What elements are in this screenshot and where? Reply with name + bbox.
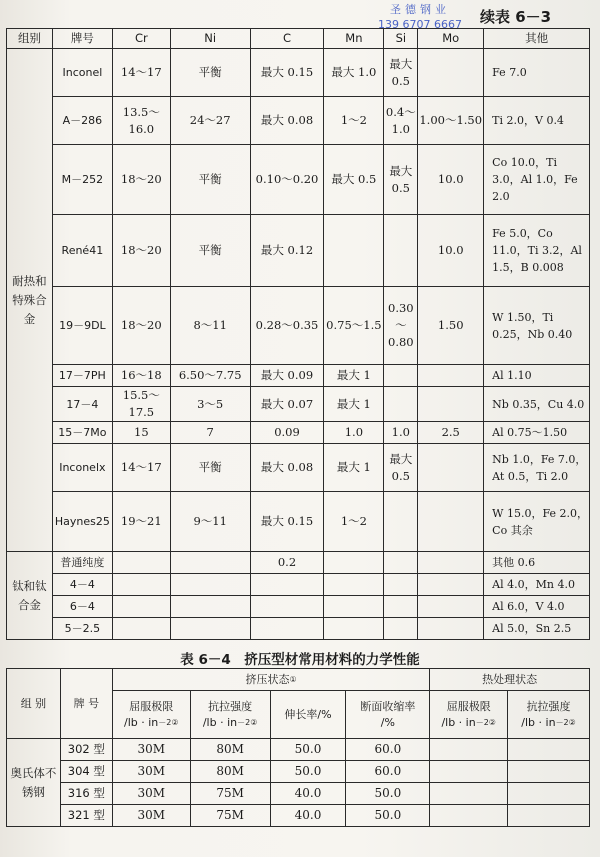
ht-yield-unit-sup: －2② [475,717,496,727]
continued-table-title: 续表 6－3 [480,8,552,26]
cell-other: Fe 7.0 [484,49,590,97]
cell-si [384,492,418,552]
tensile-unit-sup: －2② [237,717,258,727]
cell-si [384,387,418,422]
cell-cr: 18～20 [112,215,170,287]
cell-mn: 1.0 [324,422,384,444]
table1-header-cell: Mn [324,29,384,49]
cell-mo [418,574,484,596]
table1-row [7,422,590,444]
alloy-composition-table [6,28,590,640]
table1-header-cell: Mo [418,29,484,49]
group-name-cell: 钛和钛合金 [7,552,53,640]
cell-grade: M－252 [52,145,112,215]
cell-mo: 1.00～1.50 [418,97,484,145]
ht-yield-label: 屈服极限 [446,699,491,713]
cell-c: 0.28～0.35 [250,287,324,365]
cell-mo [418,49,484,97]
cell-ni: 9～11 [170,492,250,552]
cell-other: Co 10.0，Ti 3.0，Al 1.0，Fe 2.0 [484,145,590,215]
area-label: 断面收缩率 [360,699,416,713]
cell-ht-yield [430,783,508,805]
watermark-phone: 139 6707 6667 [378,18,462,31]
cell-tensile: 75M [190,805,270,827]
table1-header-cell: 其他 [484,29,590,49]
cell-mn: 最大 1.0 [324,49,384,97]
cell-si [384,552,418,574]
cell-yield: 30M [112,805,190,827]
watermark-company: 圣德钢业 [390,3,450,16]
cell-si [384,365,418,387]
table1-row [7,365,590,387]
cell-si [384,618,418,640]
ht-tensile-unit-sup: －2② [555,717,576,727]
cell-ni: 平衡 [170,49,250,97]
cell-grade: 304 型 [60,761,112,783]
cell-area: 50.0 [346,805,430,827]
cell-cr [112,618,170,640]
cell-mn: 最大 1 [324,387,384,422]
cell-c: 最大 0.15 [250,49,324,97]
cell-tensile: 80M [190,739,270,761]
table2-header-group: 组 别 [7,669,61,739]
cell-ht-tensile [508,761,590,783]
cell-mo [418,618,484,640]
table1-row [7,492,590,552]
cell-si: 最大 0.5 [384,444,418,492]
cell-si [384,215,418,287]
table1-row [7,618,590,640]
table2-row [7,739,590,761]
table1-row [7,596,590,618]
cell-mo [418,444,484,492]
cell-grade: Haynes25 [52,492,112,552]
cell-ni [170,618,250,640]
table2-row [7,805,590,827]
cell-grade: René41 [52,215,112,287]
cell-grade: 普通纯度 [52,552,112,574]
cell-si [384,574,418,596]
yield-unit-sup: －2② [158,717,179,727]
cell-c: 最大 0.09 [250,365,324,387]
cell-yield: 30M [112,783,190,805]
cell-mn: 最大 1 [324,365,384,387]
cell-area: 60.0 [346,761,430,783]
cell-ni: 6.50～7.75 [170,365,250,387]
cell-other: Al 1.10 [484,365,590,387]
cell-cr: 14～17 [112,49,170,97]
cell-c: 最大 0.07 [250,387,324,422]
cell-c: 0.2 [250,552,324,574]
cell-mn [324,215,384,287]
table1-row [7,552,590,574]
yield-unit: /lb · in [123,715,159,729]
table2-header-heat-treated: 热处理状态 [430,669,590,691]
cell-mn [324,618,384,640]
header-yield [112,691,190,739]
cell-area: 50.0 [346,783,430,805]
cell-grade: 302 型 [60,739,112,761]
cell-ht-tensile [508,805,590,827]
cell-grade: Inconelx [52,444,112,492]
cell-ht-tensile [508,739,590,761]
ht-yield-unit: /lb · in [441,715,476,729]
cell-c: 最大 0.08 [250,444,324,492]
cell-mn [324,596,384,618]
cell-si: 1.0 [384,422,418,444]
cell-ni: 8～11 [170,287,250,365]
cell-grade: 15－7Mo [52,422,112,444]
cell-c: 0.09 [250,422,324,444]
cell-elong: 50.0 [270,739,346,761]
cell-c [250,596,324,618]
yield-label: 屈服极限 [129,699,174,713]
header-ht-yield [430,691,508,739]
table1-row [7,574,590,596]
cell-grade: 6－4 [52,596,112,618]
cell-ni: 3～5 [170,387,250,422]
tensile-label: 抗拉强度 [208,699,253,713]
table2-group-cell: 奥氏体不锈钢 [7,739,61,827]
cell-mo: 10.0 [418,145,484,215]
table1-header-cell: Ni [170,29,250,49]
cell-mn: 1～2 [324,97,384,145]
cell-grade: 19－9DL [52,287,112,365]
cell-ni [170,574,250,596]
ht-tensile-label: 抗拉强度 [526,699,571,713]
cell-other: Ti 2.0，V 0.4 [484,97,590,145]
cell-mn: 1～2 [324,492,384,552]
cell-grade: A－286 [52,97,112,145]
group-name-cell: 耐热和特殊合金 [7,49,53,552]
cell-other: 其他 0.6 [484,552,590,574]
cell-ht-yield [430,761,508,783]
cell-other: Nb 1.0，Fe 7.0，At 0.5，Ti 2.0 [484,444,590,492]
cell-cr [112,596,170,618]
cell-grade: 17－4 [52,387,112,422]
cell-ht-tensile [508,783,590,805]
cell-c: 0.10～0.20 [250,145,324,215]
table1-row [7,49,590,97]
cell-mn: 最大 1 [324,444,384,492]
ht-tensile-unit: /lb · in [521,715,556,729]
cell-mo: 2.5 [418,422,484,444]
cell-c: 最大 0.12 [250,215,324,287]
cell-elong: 50.0 [270,761,346,783]
cell-mo [418,365,484,387]
cell-other: Al 5.0，Sn 2.5 [484,618,590,640]
cell-cr: 16～18 [112,365,170,387]
cell-cr: 15.5～17.5 [112,387,170,422]
cell-other: Al 0.75～1.50 [484,422,590,444]
cell-mn [324,574,384,596]
table1-row [7,145,590,215]
cell-ht-yield [430,739,508,761]
table1-row [7,387,590,422]
cell-yield: 30M [112,739,190,761]
cell-mo [418,387,484,422]
cell-c: 最大 0.08 [250,97,324,145]
header-tensile [190,691,270,739]
cell-mo: 10.0 [418,215,484,287]
cell-cr: 19～21 [112,492,170,552]
cell-cr: 14～17 [112,444,170,492]
cell-c [250,618,324,640]
cell-mo [418,596,484,618]
cell-other: Nb 0.35，Cu 4.0 [484,387,590,422]
cell-mn: 0.75～1.5 [324,287,384,365]
cell-mn: 最大 0.5 [324,145,384,215]
cell-other: Al 4.0，Mn 4.0 [484,574,590,596]
cell-grade: 316 型 [60,783,112,805]
cell-grade: 321 型 [60,805,112,827]
cell-grade: Inconel [52,49,112,97]
table2-header-row-1 [7,669,590,691]
cell-ni: 平衡 [170,444,250,492]
table2-row [7,761,590,783]
cell-grade: 5－2.5 [52,618,112,640]
cell-yield: 30M [112,761,190,783]
extruded-footnote-mark: ① [289,674,297,684]
cell-cr [112,574,170,596]
table1-header-cell: Cr [112,29,170,49]
cell-tensile: 75M [190,783,270,805]
table1-row [7,97,590,145]
table2-title: 表 6－4 挤压型材常用材料的力学性能 [180,652,420,668]
cell-c [250,574,324,596]
cell-ni [170,596,250,618]
cell-ni: 平衡 [170,145,250,215]
cell-cr: 13.5～16.0 [112,97,170,145]
table1-row [7,444,590,492]
cell-cr [112,552,170,574]
cell-ni: 7 [170,422,250,444]
cell-mn [324,552,384,574]
tensile-unit: /lb · in [202,715,238,729]
cell-c: 最大 0.15 [250,492,324,552]
header-elongation: 伸长率/% [270,691,346,739]
cell-mo: 1.50 [418,287,484,365]
table2-header-extruded [112,669,429,691]
table1-row [7,215,590,287]
cell-other: Al 6.0，V 4.0 [484,596,590,618]
cell-area: 60.0 [346,739,430,761]
table1-row [7,287,590,365]
header-area-reduction [346,691,430,739]
table1-header-cell: Si [384,29,418,49]
cell-other: Fe 5.0，Co 11.0，Ti 3.2，Al 1.5，B 0.008 [484,215,590,287]
cell-elong: 40.0 [270,805,346,827]
cell-ni: 24～27 [170,97,250,145]
mechanical-properties-table [6,668,590,827]
header-ht-tensile [508,691,590,739]
table1-header-row [7,29,590,49]
cell-mo [418,492,484,552]
table1-header-cell: 牌号 [52,29,112,49]
cell-ni [170,552,250,574]
cell-ht-yield [430,805,508,827]
cell-cr: 18～20 [112,145,170,215]
cell-other: W 15.0，Fe 2.0，Co 其余 [484,492,590,552]
cell-si: 最大 0.5 [384,145,418,215]
cell-ni: 平衡 [170,215,250,287]
cell-grade: 4－4 [52,574,112,596]
cell-elong: 40.0 [270,783,346,805]
table2-header-grade: 牌 号 [60,669,112,739]
table2-row [7,783,590,805]
cell-mo [418,552,484,574]
cell-grade: 17－7PH [52,365,112,387]
cell-cr: 18～20 [112,287,170,365]
cell-si: 最大 0.5 [384,49,418,97]
cell-si: 0.4～1.0 [384,97,418,145]
table1-header-cell: C [250,29,324,49]
cell-other: W 1.50，Ti 0.25，Nb 0.40 [484,287,590,365]
cell-si [384,596,418,618]
table1-header-cell: 组别 [7,29,53,49]
cell-si: 0.30～0.80 [384,287,418,365]
area-unit: /% [380,715,395,729]
extruded-label: 挤压状态 [245,672,290,686]
cell-tensile: 80M [190,761,270,783]
cell-cr: 15 [112,422,170,444]
